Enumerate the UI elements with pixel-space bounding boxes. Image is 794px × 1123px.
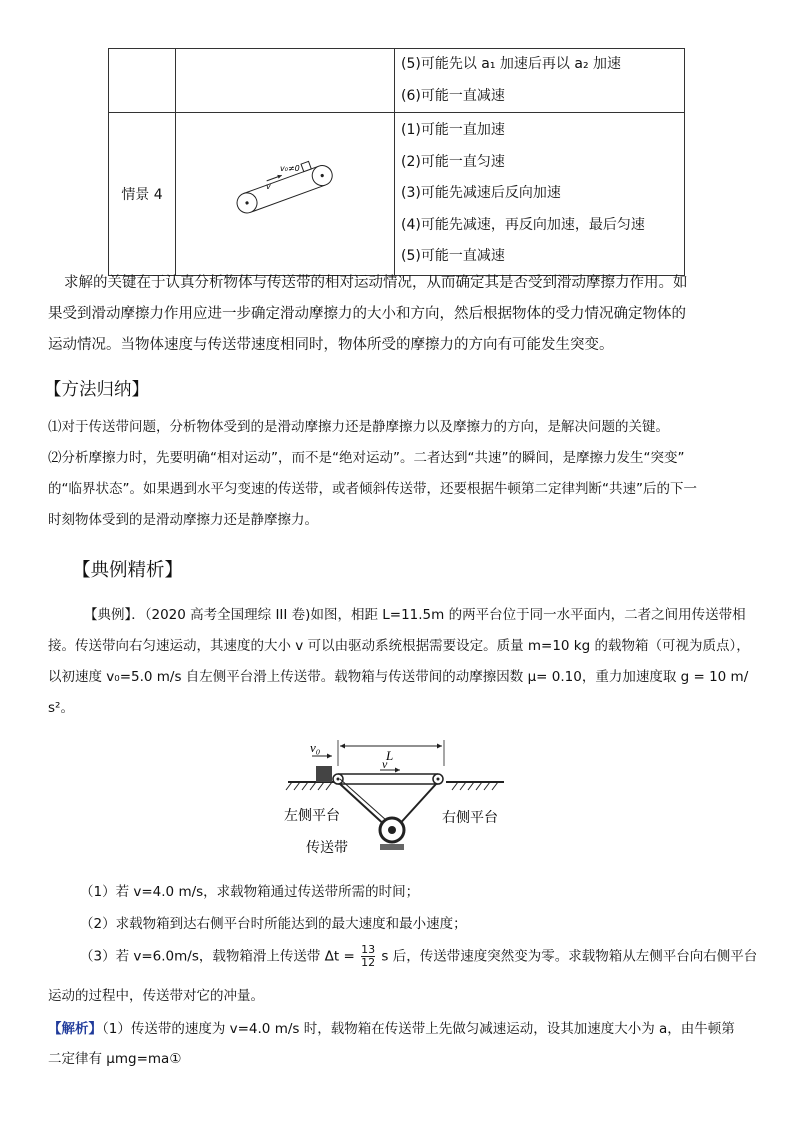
solution-block <box>48 1014 760 1074</box>
q3-suffix: s 后，传送带速度突然变为零。求载物箱从左侧平台向右侧平台 <box>381 948 758 965</box>
question-item: （1）若 v=4.0 m/s，求载物箱通过传送带所需的时间； <box>80 884 420 900</box>
problem-line: 接。传送带向右匀速运动，其速度的大小 v 可以由驱动系统根据需要设定。质量 m=10 kg 的载物箱（可视为质点）， <box>48 638 750 654</box>
problem-line: s²。 <box>48 700 74 716</box>
scenario-label <box>109 49 176 113</box>
method-body <box>48 412 758 536</box>
outcome-item: (1)可能一直加速 <box>401 122 505 139</box>
solution-tag: 【解析】 <box>48 1021 102 1037</box>
problem-line: 【典例】．（2020 高考全国理综 III 卷)如图，相距 L=11.5m 的两平台位于同一水平面内，二者之间用传送带相 <box>84 607 746 623</box>
left-platform-label: 左侧平台 <box>284 809 340 824</box>
solution-line: （1）传送带的速度为 v=4.0 m/s 时，载物箱在传送带上先做匀减速运动，设其加速度大小为 a，由牛顿第 <box>102 1021 735 1037</box>
problem-line: 以初速度 v₀=5.0 m/s 自左侧平台滑上传送带。载物箱与传送带间的动摩擦因数 μ= 0.10，重力加速度取 g = 10 m/ <box>48 669 749 685</box>
example-heading: 【典例精析】 <box>72 560 184 581</box>
method-line: 的“临界状态”。如果遇到水平匀变速的传送带，或者倾斜传送带，还要根据牛顿第二定律判断“共速”后的下一 <box>48 481 697 497</box>
method-heading: 【方法归纳】 <box>44 380 149 400</box>
figure-cell <box>176 113 395 276</box>
method-line: 时刻物体受到的是滑动摩擦力还是静摩擦力。 <box>48 512 318 528</box>
fraction <box>361 944 375 969</box>
scenario-table <box>108 48 685 276</box>
outcome-item: (4)可能先减速，再反向加速，最后匀速 <box>401 216 645 233</box>
question-item: （2）求载物箱到达右侧平台时所能达到的最大速度和最小速度； <box>80 916 467 932</box>
inclined-belt-figure <box>176 113 394 271</box>
outcome-item: (5)可能先以 a₁ 加速后再以 a₂ 加速 <box>401 56 622 72</box>
outcome-cell <box>395 113 685 276</box>
example-problem <box>48 600 760 724</box>
question-item-3 <box>80 944 757 969</box>
intro-paragraph <box>48 268 752 361</box>
method-line: ⑵分析摩擦力时，先要明确“相对运动”，而不是“绝对运动”。二者达到“共速”的瞬间，是摩擦力发生“突变” <box>48 450 685 466</box>
figure-v0-label: v₀ <box>310 740 321 755</box>
figure-cell <box>176 49 395 113</box>
question-block <box>80 876 467 940</box>
table-row <box>109 49 685 113</box>
outcome-item: (5)可能一直减速 <box>401 248 505 265</box>
belt-label: 传送带 <box>306 841 348 856</box>
table-row <box>109 113 685 276</box>
intro-line: 运动情况。当物体速度与传送带速度相同时，物体所受的摩擦力的方向有可能发生突变。 <box>48 337 614 353</box>
method-line: ⑴对于传送带问题，分析物体受到的是滑动摩擦力还是静摩擦力以及摩擦力的方向，是解决问题的关键。 <box>48 419 669 435</box>
outcome-item: (6)可能一直减速 <box>401 87 505 104</box>
fraction-denominator: 12 <box>361 956 376 969</box>
q3-prefix: （3）若 v=6.0m/s，载物箱滑上传送带 Δt = <box>80 948 355 965</box>
outcome-cell <box>395 49 685 113</box>
question-item-3-cont: 运动的过程中，传送带对它的冲量。 <box>48 988 264 1004</box>
intro-line: 果受到滑动摩擦力作用应进一步确定滑动摩擦力的大小和方向，然后根据物体的受力情况确定物体的 <box>48 306 686 322</box>
solution-line: 二定律有 μmg=ma① <box>48 1051 182 1067</box>
outcome-item: (2)可能一直匀速 <box>401 153 505 170</box>
outcome-item: (3)可能先减速后反向加速 <box>401 185 561 202</box>
right-platform-label: 右侧平台 <box>442 811 498 826</box>
fraction-numerator: 13 <box>361 943 376 956</box>
conveyor-figure <box>282 732 514 862</box>
v0-label: v₀≠0 <box>280 164 300 173</box>
figure-v-label: v <box>382 757 388 771</box>
scenario-label: 情景 4 <box>109 113 176 276</box>
figure-L-label: L <box>386 748 394 763</box>
v-label: v <box>266 182 271 191</box>
intro-line: 求解的关键在于认真分析物体与传送带的相对运动情况，从而确定其是否受到滑动摩擦力作用。如 <box>64 275 688 291</box>
